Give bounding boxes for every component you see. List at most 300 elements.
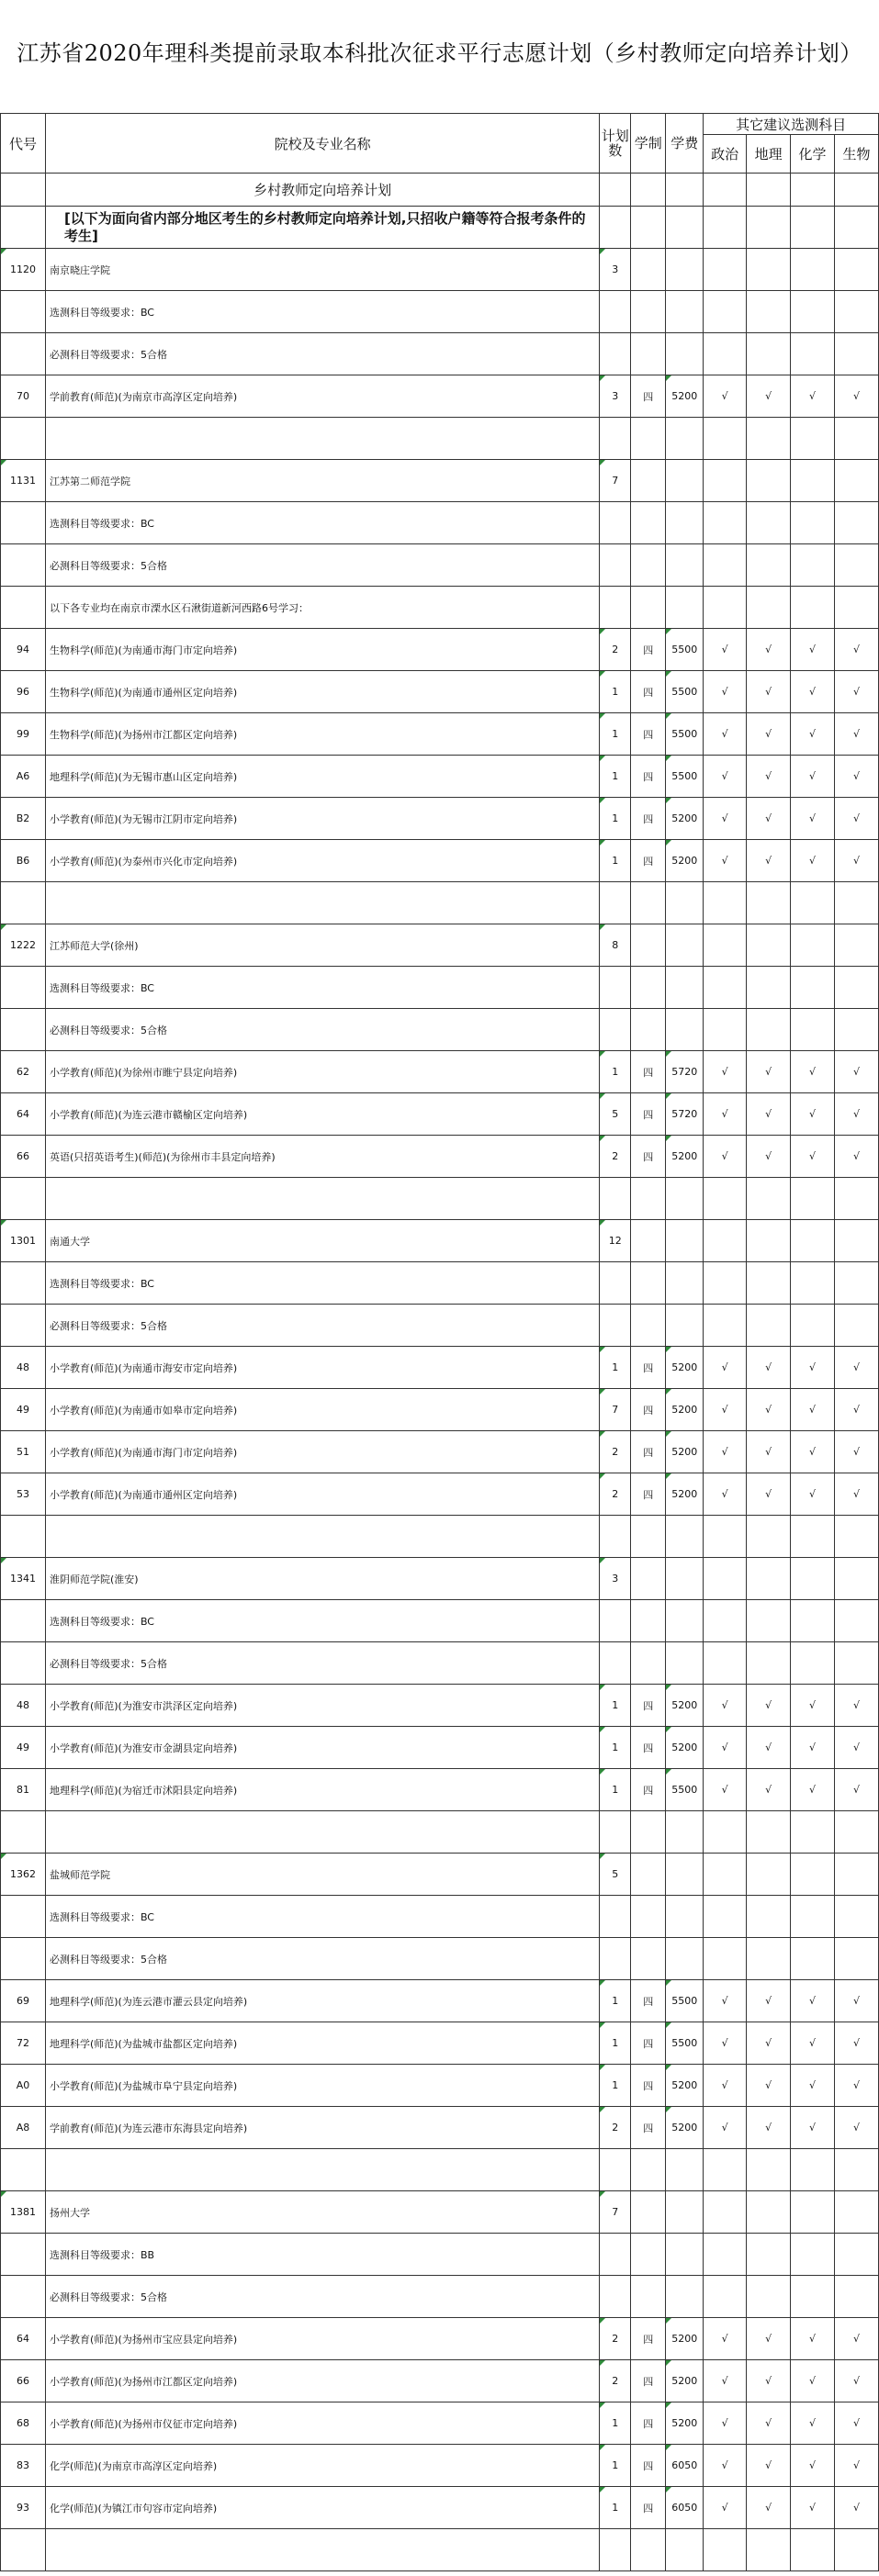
years-cell <box>631 967 666 1009</box>
check-mark: √ <box>704 2360 747 2402</box>
fee-cell: 5200 <box>666 1431 704 1473</box>
check-mark <box>791 1262 835 1305</box>
check-mark: √ <box>704 756 747 798</box>
plan-cell <box>600 1305 631 1347</box>
name-cell: 小学教育(师范)(为南通市海门市定向培养) <box>45 1431 599 1473</box>
check-mark <box>835 1558 879 1600</box>
years-cell <box>631 1600 666 1642</box>
name-cell: 南通大学 <box>45 1220 599 1262</box>
years-cell: 四 <box>631 2402 666 2445</box>
major-row <box>1 1136 879 1178</box>
name-cell: 小学教育(师范)(为泰州市兴化市定向培养) <box>45 840 599 882</box>
years-cell <box>631 1558 666 1600</box>
name-cell: 小学教育(师范)(为徐州市睢宁县定向培养) <box>45 1051 599 1093</box>
plan-cell: 2 <box>600 1136 631 1178</box>
plan-cell: 1 <box>600 2445 631 2487</box>
years-cell: 四 <box>631 2487 666 2529</box>
fee-cell: 5200 <box>666 1136 704 1178</box>
plan-cell: 7 <box>600 460 631 502</box>
check-mark: √ <box>835 756 879 798</box>
check-mark: √ <box>747 798 791 840</box>
code-cell <box>1 882 46 924</box>
name-cell: 小学教育(师范)(为南通市海安市定向培养) <box>45 1347 599 1389</box>
plan-cell <box>600 967 631 1009</box>
name-cell: 小学教育(师范)(为南通市如皋市定向培养) <box>45 1389 599 1431</box>
major-row <box>1 671 879 713</box>
header-plan: 计划数 <box>600 114 631 174</box>
plan-cell <box>600 1811 631 1854</box>
name-cell: 扬州大学 <box>45 2191 599 2234</box>
code-cell <box>1 2276 46 2318</box>
school-row <box>1 460 879 502</box>
code-cell <box>1 1262 46 1305</box>
check-mark: √ <box>747 1473 791 1516</box>
check-mark <box>791 418 835 460</box>
years-cell: 四 <box>631 840 666 882</box>
check-mark <box>747 2529 791 2571</box>
info-row <box>1 1009 879 1051</box>
check-mark <box>747 291 791 333</box>
code-cell <box>1 333 46 375</box>
check-mark <box>747 1305 791 1347</box>
plan-table <box>0 113 879 2571</box>
name-cell: 生物科学(师范)(为南通市海门市定向培养) <box>45 629 599 671</box>
name-cell: 小学教育(师范)(为扬州市宝应县定向培养) <box>45 2318 599 2360</box>
plan-cell: 1 <box>600 1347 631 1389</box>
check-mark: √ <box>791 756 835 798</box>
header-politics: 政治 <box>704 135 747 174</box>
info-row <box>1 2276 879 2318</box>
fee-cell <box>666 1896 704 1938</box>
fee-cell: 6050 <box>666 2487 704 2529</box>
fee-cell: 5720 <box>666 1093 704 1136</box>
years-cell <box>631 1262 666 1305</box>
plan-cell: 1 <box>600 713 631 756</box>
code-cell: 66 <box>1 2360 46 2402</box>
check-mark: √ <box>791 1347 835 1389</box>
code-cell <box>1 2529 46 2571</box>
check-mark <box>704 1262 747 1305</box>
check-mark <box>835 291 879 333</box>
check-mark <box>704 2234 747 2276</box>
check-mark: √ <box>704 1389 747 1431</box>
check-mark <box>835 1178 879 1220</box>
plan-cell <box>600 2529 631 2571</box>
fee-cell <box>666 418 704 460</box>
code-cell: 1222 <box>1 924 46 967</box>
school-row <box>1 1220 879 1262</box>
plan-cell: 1 <box>600 798 631 840</box>
major-row <box>1 1685 879 1727</box>
check-mark: √ <box>791 2360 835 2402</box>
check-mark <box>704 924 747 967</box>
check-mark: √ <box>704 375 747 418</box>
check-mark: √ <box>791 2065 835 2107</box>
check-mark: √ <box>791 1051 835 1093</box>
check-mark: √ <box>704 1051 747 1093</box>
fee-cell: 5500 <box>666 1769 704 1811</box>
check-mark: √ <box>747 1980 791 2022</box>
plan-cell: 2 <box>600 2107 631 2149</box>
name-cell: 选测科目等级要求：BC <box>45 1896 599 1938</box>
check-mark: √ <box>791 1136 835 1178</box>
major-row <box>1 629 879 671</box>
check-mark: √ <box>704 1136 747 1178</box>
check-mark <box>747 333 791 375</box>
years-cell <box>631 418 666 460</box>
check-mark <box>791 2276 835 2318</box>
check-mark: √ <box>747 1347 791 1389</box>
fee-cell: 5200 <box>666 840 704 882</box>
plan-cell: 1 <box>600 2487 631 2529</box>
fee-cell: 5200 <box>666 798 704 840</box>
check-mark <box>704 1938 747 1980</box>
plan-cell: 1 <box>600 2022 631 2065</box>
check-mark <box>791 1558 835 1600</box>
fee-cell <box>666 967 704 1009</box>
check-mark: √ <box>747 671 791 713</box>
name-cell: 选测科目等级要求：BC <box>45 967 599 1009</box>
check-mark <box>791 924 835 967</box>
name-cell: 化学(师范)(为南京市高淳区定向培养) <box>45 2445 599 2487</box>
check-mark <box>835 2234 879 2276</box>
check-mark <box>835 924 879 967</box>
check-mark <box>835 2276 879 2318</box>
code-cell: 64 <box>1 1093 46 1136</box>
info-row <box>1 1262 879 1305</box>
major-row <box>1 798 879 840</box>
major-row <box>1 1389 879 1431</box>
check-mark <box>835 2149 879 2191</box>
years-cell <box>631 2276 666 2318</box>
check-mark <box>791 1009 835 1051</box>
code-cell: 1362 <box>1 1854 46 1896</box>
check-mark: √ <box>747 375 791 418</box>
check-mark <box>747 2191 791 2234</box>
check-mark: √ <box>835 1431 879 1473</box>
check-mark: √ <box>791 375 835 418</box>
check-mark <box>835 249 879 291</box>
plan-cell <box>600 418 631 460</box>
check-mark: √ <box>704 840 747 882</box>
code-cell: A8 <box>1 2107 46 2149</box>
check-mark: √ <box>747 1136 791 1178</box>
check-mark <box>704 460 747 502</box>
fee-cell: 6050 <box>666 2445 704 2487</box>
check-mark: √ <box>791 629 835 671</box>
fee-cell <box>666 2149 704 2191</box>
check-mark <box>704 249 747 291</box>
info-row <box>1 291 879 333</box>
years-cell: 四 <box>631 756 666 798</box>
check-mark <box>704 1642 747 1685</box>
years-cell: 四 <box>631 1389 666 1431</box>
major-row <box>1 1431 879 1473</box>
years-cell <box>631 502 666 544</box>
check-mark: √ <box>835 2402 879 2445</box>
name-cell: 选测科目等级要求：BC <box>45 291 599 333</box>
fee-cell: 5200 <box>666 1727 704 1769</box>
years-cell: 四 <box>631 1727 666 1769</box>
check-mark <box>835 2529 879 2571</box>
blank-row <box>1 1178 879 1220</box>
plan-cell: 3 <box>600 375 631 418</box>
code-cell: 1131 <box>1 460 46 502</box>
fee-cell <box>666 1305 704 1347</box>
major-row <box>1 1473 879 1516</box>
plan-cell: 1 <box>600 840 631 882</box>
name-cell: 选测科目等级要求：BC <box>45 1262 599 1305</box>
check-mark <box>835 460 879 502</box>
check-mark: √ <box>791 671 835 713</box>
check-mark: √ <box>835 375 879 418</box>
years-cell: 四 <box>631 1473 666 1516</box>
blank-row <box>1 882 879 924</box>
check-mark: √ <box>747 2107 791 2149</box>
major-row <box>1 2445 879 2487</box>
code-cell: 49 <box>1 1727 46 1769</box>
plan-cell <box>600 1938 631 1980</box>
check-mark <box>747 2149 791 2191</box>
years-cell: 四 <box>631 1136 666 1178</box>
check-mark <box>835 587 879 629</box>
check-mark: √ <box>791 798 835 840</box>
fee-cell <box>666 502 704 544</box>
years-cell <box>631 924 666 967</box>
check-mark: √ <box>704 713 747 756</box>
plan-cell: 7 <box>600 1389 631 1431</box>
fee-cell <box>666 460 704 502</box>
fee-cell <box>666 333 704 375</box>
fee-cell: 5200 <box>666 2065 704 2107</box>
check-mark <box>747 1896 791 1938</box>
code-cell <box>1 1516 46 1558</box>
check-mark: √ <box>835 1136 879 1178</box>
major-row <box>1 375 879 418</box>
fee-cell <box>666 1516 704 1558</box>
check-mark: √ <box>791 1389 835 1431</box>
name-cell <box>45 882 599 924</box>
years-cell: 四 <box>631 1769 666 1811</box>
check-mark <box>704 967 747 1009</box>
name-cell <box>45 1516 599 1558</box>
plan-cell <box>600 1516 631 1558</box>
info-row <box>1 502 879 544</box>
code-cell <box>1 1896 46 1938</box>
years-cell: 四 <box>631 2022 666 2065</box>
name-cell: 必测科目等级要求：5合格 <box>45 1305 599 1347</box>
plan-cell: 12 <box>600 1220 631 1262</box>
check-mark: √ <box>791 1685 835 1727</box>
years-cell: 四 <box>631 671 666 713</box>
header-geography: 地理 <box>747 135 791 174</box>
plan-cell: 5 <box>600 1854 631 1896</box>
check-mark <box>704 1558 747 1600</box>
header-chemistry: 化学 <box>791 135 835 174</box>
check-mark: √ <box>747 2360 791 2402</box>
check-mark: √ <box>747 2065 791 2107</box>
plan-label-code-cell <box>1 174 46 207</box>
plan-cell <box>600 2149 631 2191</box>
major-row <box>1 1980 879 2022</box>
years-cell <box>631 587 666 629</box>
code-cell <box>1 291 46 333</box>
check-mark: √ <box>791 713 835 756</box>
check-mark: √ <box>791 1980 835 2022</box>
check-mark <box>747 249 791 291</box>
name-cell: 小学教育(师范)(为连云港市赣榆区定向培养) <box>45 1093 599 1136</box>
fee-cell: 5200 <box>666 2360 704 2402</box>
plan-cell: 1 <box>600 1769 631 1811</box>
check-mark <box>704 1811 747 1854</box>
fee-cell: 5200 <box>666 375 704 418</box>
check-mark <box>747 1642 791 1685</box>
check-mark <box>704 544 747 587</box>
check-mark: √ <box>704 2445 747 2487</box>
fee-cell <box>666 2529 704 2571</box>
check-mark <box>704 2529 747 2571</box>
check-mark <box>791 1178 835 1220</box>
check-mark: √ <box>704 798 747 840</box>
plan-cell: 2 <box>600 1431 631 1473</box>
major-row <box>1 1347 879 1389</box>
check-mark: √ <box>747 713 791 756</box>
header-biology: 生物 <box>835 135 879 174</box>
major-row <box>1 2402 879 2445</box>
years-cell <box>631 291 666 333</box>
code-cell: 62 <box>1 1051 46 1093</box>
info-row <box>1 587 879 629</box>
school-row <box>1 1558 879 1600</box>
check-mark: √ <box>704 1093 747 1136</box>
years-cell: 四 <box>631 1685 666 1727</box>
plan-cell: 1 <box>600 2402 631 2445</box>
name-cell <box>45 2149 599 2191</box>
check-mark <box>791 1896 835 1938</box>
name-cell: 小学教育(师范)(为南通市通州区定向培养) <box>45 1473 599 1516</box>
check-mark: √ <box>704 1473 747 1516</box>
years-cell <box>631 1938 666 1980</box>
check-mark: √ <box>704 1685 747 1727</box>
plan-cell <box>600 1009 631 1051</box>
fee-cell: 5720 <box>666 1051 704 1093</box>
check-mark <box>747 1600 791 1642</box>
check-mark <box>791 333 835 375</box>
check-mark <box>791 1642 835 1685</box>
check-mark <box>747 1516 791 1558</box>
code-cell: 72 <box>1 2022 46 2065</box>
check-mark: √ <box>835 1389 879 1431</box>
name-cell: 必测科目等级要求：5合格 <box>45 1938 599 1980</box>
name-cell: 小学教育(师范)(为扬州市仪征市定向培养) <box>45 2402 599 2445</box>
plan-cell: 2 <box>600 2360 631 2402</box>
info-row <box>1 333 879 375</box>
check-mark: √ <box>835 671 879 713</box>
years-cell: 四 <box>631 2107 666 2149</box>
check-mark <box>747 544 791 587</box>
plan-cell: 3 <box>600 249 631 291</box>
plan-cell <box>600 333 631 375</box>
check-mark: √ <box>835 1347 879 1389</box>
check-mark: √ <box>747 1685 791 1727</box>
years-cell <box>631 1178 666 1220</box>
check-mark: √ <box>747 1389 791 1431</box>
name-cell: 生物科学(师范)(为扬州市江都区定向培养) <box>45 713 599 756</box>
check-mark <box>791 1938 835 1980</box>
check-mark: √ <box>791 1769 835 1811</box>
years-cell <box>631 249 666 291</box>
fee-cell <box>666 2276 704 2318</box>
check-mark <box>791 2529 835 2571</box>
code-cell: B6 <box>1 840 46 882</box>
check-mark: √ <box>835 2360 879 2402</box>
school-row <box>1 924 879 967</box>
check-mark: √ <box>704 2487 747 2529</box>
check-mark: √ <box>835 2318 879 2360</box>
check-mark <box>835 1305 879 1347</box>
fee-cell <box>666 544 704 587</box>
check-mark <box>704 2191 747 2234</box>
check-mark <box>791 2149 835 2191</box>
fee-cell: 5200 <box>666 1473 704 1516</box>
fee-cell: 5500 <box>666 2022 704 2065</box>
years-cell <box>631 2529 666 2571</box>
name-cell: 淮阴师范学院(淮安) <box>45 1558 599 1600</box>
plan-cell: 7 <box>600 2191 631 2234</box>
fee-cell <box>666 882 704 924</box>
plan-cell: 8 <box>600 924 631 967</box>
code-cell: 51 <box>1 1431 46 1473</box>
name-cell: 选测科目等级要求：BC <box>45 502 599 544</box>
check-mark: √ <box>747 840 791 882</box>
plan-cell <box>600 502 631 544</box>
check-mark: √ <box>791 1473 835 1516</box>
check-mark: √ <box>835 1093 879 1136</box>
check-mark <box>704 1009 747 1051</box>
plan-label: 乡村教师定向培养计划 <box>45 174 599 207</box>
years-cell <box>631 1516 666 1558</box>
check-mark <box>747 460 791 502</box>
fee-cell <box>666 1558 704 1600</box>
plan-cell <box>600 1642 631 1685</box>
code-cell: 70 <box>1 375 46 418</box>
name-cell: 地理科学(师范)(为盐城市盐都区定向培养) <box>45 2022 599 2065</box>
check-mark: √ <box>704 629 747 671</box>
plan-cell <box>600 1178 631 1220</box>
fee-cell <box>666 1642 704 1685</box>
fee-cell <box>666 1262 704 1305</box>
header-other-subjects: 其它建议选测科目 <box>704 114 879 135</box>
check-mark <box>791 1305 835 1347</box>
check-mark: √ <box>835 2065 879 2107</box>
major-row <box>1 840 879 882</box>
fee-cell: 5500 <box>666 756 704 798</box>
check-mark: √ <box>791 2107 835 2149</box>
major-row <box>1 2065 879 2107</box>
code-cell <box>1 544 46 587</box>
check-mark <box>835 1516 879 1558</box>
blank-row <box>1 1516 879 1558</box>
check-mark: √ <box>791 1093 835 1136</box>
name-cell: 小学教育(师范)(为扬州市江都区定向培养) <box>45 2360 599 2402</box>
info-row <box>1 1305 879 1347</box>
check-mark: √ <box>835 1727 879 1769</box>
code-cell: B2 <box>1 798 46 840</box>
check-mark: √ <box>835 1769 879 1811</box>
code-cell: 1301 <box>1 1220 46 1262</box>
check-mark <box>791 502 835 544</box>
fee-cell <box>666 249 704 291</box>
